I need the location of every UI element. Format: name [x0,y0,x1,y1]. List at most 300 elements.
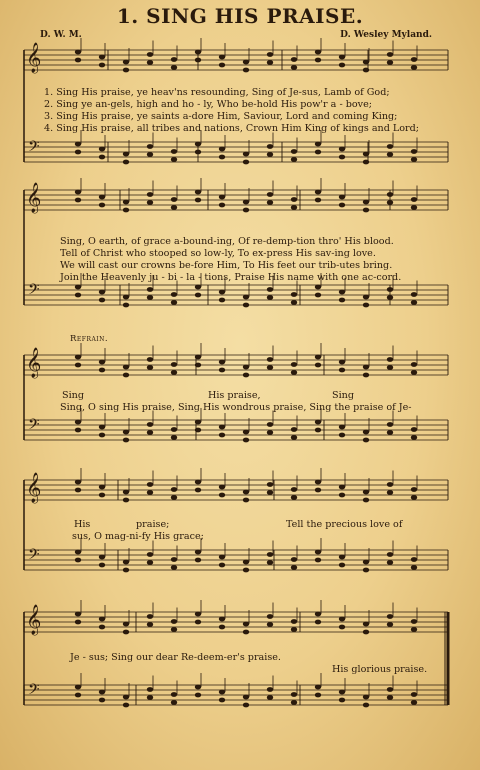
bass-2-note [387,430,393,435]
treble-2-note [171,370,177,375]
bass-4-note [315,693,321,698]
treble-3-note [75,480,81,485]
treble-2-note [147,357,153,362]
bass-0-note [75,142,81,147]
treble-4-note [219,625,225,630]
treble-4-note [195,612,201,617]
treble-2-note [243,373,249,378]
bass-2-note [147,430,153,435]
bass-0-note [315,150,321,155]
bass-3-note [363,560,369,565]
treble-0-note [387,52,393,57]
treble-1-note [291,205,297,210]
treble-clef-1: 𝄞 [26,183,42,213]
refrain-word-praise: praise; [136,519,170,530]
treble-3-note [243,498,249,503]
treble-3-note [315,480,321,485]
bass-3-note [219,555,225,560]
treble-2-note [219,360,225,365]
treble-0-note [123,68,129,73]
verse-3-line-1: 3. Sing His praise, ye saints a-dore Him, Saviour, Lord and coming King; [44,111,398,122]
bass-2-note [171,435,177,440]
bass-3-note [75,558,81,563]
treble-2-note [339,368,345,373]
bass-4-note [171,700,177,705]
bass-1-note [195,285,201,290]
bass-4-note [219,698,225,703]
bass-1-note [339,290,345,295]
bass-2-note [363,430,369,435]
bass-1-note [363,295,369,300]
treble-4-note [123,630,129,635]
treble-4-note [315,612,321,617]
bass-2-note [243,430,249,435]
treble-clef-4: 𝄞 [26,605,42,635]
bass-2-note [123,430,129,435]
treble-1-note [315,190,321,195]
treble-0-note [243,60,249,65]
treble-3-note [363,498,369,503]
treble-3-note [387,490,393,495]
treble-0-note [411,65,417,70]
bass-0-note [219,155,225,160]
refrain-row3-lower: His glorious praise. [332,664,428,675]
bass-4-note [363,695,369,700]
bass-0-note [219,147,225,152]
treble-4-note [147,622,153,627]
treble-0-note [315,58,321,63]
treble-4-note [123,622,129,627]
treble-3-note [411,487,417,492]
bass-3-note [171,565,177,570]
bass-2-note [291,427,297,432]
treble-0-note [219,63,225,68]
bass-1-note [123,303,129,308]
bass-1-note [363,303,369,308]
bass-1-note [99,298,105,303]
bass-1-note [147,295,153,300]
bass-3-note [363,568,369,573]
bass-4-note [267,687,273,692]
treble-0-note [387,60,393,65]
treble-4-note [267,614,273,619]
verse-2-line-1: 2. Sing ye an-gels, high and ho - ly, Who be-hold His pow'r a - bove; [44,99,372,110]
bass-3-note [99,555,105,560]
bass-0-note [387,144,393,149]
bass-4-note [123,703,129,708]
treble-1-note [99,195,105,200]
treble-3-note [411,495,417,500]
treble-2-note [123,365,129,370]
bass-1-note [243,295,249,300]
treble-0-note [411,57,417,62]
bass-3-note [99,563,105,568]
bass-2-note [75,420,81,425]
bass-3-note [147,552,153,557]
treble-4-note [171,627,177,632]
bass-4-note [291,692,297,697]
bass-0-note [147,152,153,157]
bass-1-note [243,303,249,308]
treble-2-note [315,363,321,368]
bass-1-note [339,298,345,303]
treble-0-note [75,58,81,63]
treble-2-note [123,373,129,378]
bass-2-note [171,427,177,432]
treble-1-note [147,192,153,197]
bass-4-note [75,693,81,698]
bass-0-note [147,144,153,149]
bass-0-note [411,149,417,154]
bass-1-note [123,295,129,300]
refrain-word-his-praise: His praise, [208,390,261,401]
treble-2-note [315,355,321,360]
treble-2-note [291,370,297,375]
treble-1-note [363,200,369,205]
treble-1-note [339,195,345,200]
bass-2-note [291,435,297,440]
bass-0-note [99,147,105,152]
treble-2-note [243,365,249,370]
bass-4-note [339,690,345,695]
bass-0-note [243,160,249,165]
bass-2-note [339,425,345,430]
bass-4-note [123,695,129,700]
bass-1-note [99,290,105,295]
treble-3-note [195,488,201,493]
bass-1-note [267,287,273,292]
treble-2-note [387,365,393,370]
hymn-title: 1. SING HIS PRAISE. [116,4,364,28]
treble-4-note [75,620,81,625]
bass-4-note [147,695,153,700]
bass-3-note [387,552,393,557]
treble-3-note [243,490,249,495]
bass-4-note [219,690,225,695]
bass-0-note [339,147,345,152]
treble-1-note [243,200,249,205]
treble-1-note [315,198,321,203]
treble-3-note [171,495,177,500]
treble-3-note [123,498,129,503]
bass-1-note [75,285,81,290]
treble-4-note [411,627,417,632]
treble-4-note [267,622,273,627]
treble-0-note [315,50,321,55]
refrain-row1-lower: Sing, O sing His praise, Sing His wondrous praise, Sing the praise of Je- [60,402,412,413]
bass-4-note [171,692,177,697]
bass-4-note [387,687,393,692]
treble-1-note [123,200,129,205]
treble-1-note [339,203,345,208]
music-credit: D. Wesley Myland. [340,30,432,40]
treble-4-note [99,625,105,630]
treble-1-note [411,197,417,202]
treble-3-note [315,488,321,493]
treble-1-note [267,200,273,205]
treble-0-note [243,68,249,73]
treble-3-note [387,482,393,487]
bass-3-note [267,552,273,557]
bass-1-note [315,293,321,298]
treble-3-note [99,493,105,498]
bass-2-note [339,433,345,438]
bass-3-note [291,557,297,562]
bass-3-note [123,568,129,573]
bass-1-note [291,292,297,297]
bass-clef-4: 𝄢 [28,681,40,702]
treble-4-note [147,614,153,619]
treble-1-note [171,205,177,210]
bass-1-note [75,293,81,298]
treble-2-note [291,362,297,367]
bass-4-note [291,700,297,705]
treble-0-note [171,65,177,70]
bass-3-note [147,560,153,565]
refrain-tell-precious-love: Tell the precious love of [286,519,403,530]
refrain-row2-lower: sus, O mag-ni-fy His grace; [72,531,204,542]
verse-1-line-2: Sing, O earth, of grace a-bound-ing, Of re-demp-tion thro' His blood. [60,236,394,247]
bass-clef-3: 𝄢 [28,546,40,567]
bass-4-note [243,703,249,708]
treble-3-note [267,490,273,495]
treble-2-note [363,365,369,370]
treble-0-note [99,63,105,68]
bass-2-note [243,438,249,443]
bass-0-note [387,152,393,157]
treble-3-note [147,482,153,487]
bass-0-note [171,149,177,154]
bass-clef-0: 𝄢 [28,138,40,159]
treble-4-note [291,627,297,632]
bass-4-note [99,690,105,695]
bass-3-note [195,558,201,563]
treble-1-note [99,203,105,208]
bass-3-note [411,565,417,570]
treble-0-note [147,60,153,65]
treble-1-note [195,190,201,195]
bass-4-note [387,695,393,700]
bass-4-note [411,692,417,697]
bass-1-note [195,293,201,298]
words-credit: D. W. M. [40,30,82,40]
treble-0-note [339,63,345,68]
treble-4-note [363,622,369,627]
treble-0-note [267,52,273,57]
bass-3-note [315,558,321,563]
treble-2-note [267,357,273,362]
bass-0-note [267,144,273,149]
treble-0-note [123,60,129,65]
bass-2-note [363,438,369,443]
bass-0-note [315,142,321,147]
treble-4-note [219,617,225,622]
bass-0-note [123,152,129,157]
treble-4-note [339,617,345,622]
bass-3-note [387,560,393,565]
treble-1-note [123,208,129,213]
bass-2-note [411,435,417,440]
bass-4-note [339,698,345,703]
bass-3-note [291,565,297,570]
treble-2-note [99,368,105,373]
bass-0-note [99,155,105,160]
bass-3-note [339,555,345,560]
bass-4-note [315,685,321,690]
treble-4-note [171,619,177,624]
treble-clef-0: 𝄞 [26,43,42,73]
bass-1-note [411,292,417,297]
bass-0-note [243,152,249,157]
treble-0-note [339,55,345,60]
treble-1-note [75,190,81,195]
bass-0-note [411,157,417,162]
treble-4-note [195,620,201,625]
treble-4-note [243,622,249,627]
treble-1-note [75,198,81,203]
verse-4-line-1: 4. Sing His praise, all tribes and nations, Crown Him King of kings and Lord; [44,123,420,134]
bass-3-note [315,550,321,555]
treble-2-note [339,360,345,365]
treble-0-note [147,52,153,57]
treble-0-note [75,50,81,55]
bass-4-note [195,693,201,698]
treble-4-note [387,622,393,627]
treble-4-note [387,614,393,619]
treble-2-note [411,362,417,367]
refrain-word-his: His [74,519,91,530]
bass-0-note [339,155,345,160]
treble-0-note [291,57,297,62]
treble-1-note [195,198,201,203]
bass-4-note [195,685,201,690]
bass-2-note [315,420,321,425]
treble-3-note [363,490,369,495]
verse-4-line-2: Join the Heavenly ju - bi - la - tions, Praise His name with one ac-cord. [60,272,402,283]
treble-4-note [243,630,249,635]
treble-4-note [75,612,81,617]
bass-3-note [195,550,201,555]
treble-2-note [171,362,177,367]
treble-3-note [291,495,297,500]
bass-2-note [99,425,105,430]
bass-4-note [411,700,417,705]
treble-2-note [267,365,273,370]
bass-4-note [99,698,105,703]
treble-clef-2: 𝄞 [26,348,42,378]
bass-3-note [411,557,417,562]
bass-1-note [171,300,177,305]
bass-3-note [123,560,129,565]
treble-3-note [147,490,153,495]
refrain-label: Refrain. [70,334,109,344]
verse-3-line-2: We will cast our crowns be-fore Him, To His feet our trib-utes bring. [60,260,393,271]
bass-2-note [267,430,273,435]
bass-2-note [123,438,129,443]
treble-2-note [387,357,393,362]
refrain-word-sing: Sing [62,390,84,401]
bass-0-note [123,160,129,165]
treble-2-note [99,360,105,365]
bass-3-note [243,560,249,565]
bass-0-note [291,149,297,154]
bass-4-note [147,687,153,692]
treble-4-note [339,625,345,630]
treble-3-note [123,490,129,495]
bass-0-note [267,152,273,157]
treble-4-note [291,619,297,624]
treble-1-note [171,197,177,202]
bass-clef-1: 𝄢 [28,281,40,302]
bass-0-note [75,150,81,155]
treble-1-note [219,195,225,200]
treble-clef-3: 𝄞 [26,473,42,503]
treble-0-note [219,55,225,60]
treble-3-note [75,488,81,493]
bass-4-note [363,703,369,708]
bass-0-note [291,157,297,162]
bass-1-note [315,285,321,290]
bass-4-note [243,695,249,700]
treble-3-note [267,482,273,487]
treble-1-note [147,200,153,205]
bass-2-note [387,422,393,427]
bass-1-note [291,300,297,305]
bass-3-note [339,563,345,568]
treble-1-note [243,208,249,213]
bass-1-note [219,298,225,303]
bass-4-note [75,685,81,690]
bass-3-note [171,557,177,562]
treble-2-note [147,365,153,370]
bass-2-note [219,433,225,438]
bass-3-note [267,560,273,565]
treble-3-note [219,493,225,498]
treble-4-note [315,620,321,625]
bass-3-note [75,550,81,555]
bass-1-note [147,287,153,292]
bass-4-note [267,695,273,700]
treble-0-note [291,65,297,70]
treble-0-note [171,57,177,62]
refrain-row3-upper: Je - sus; Sing our dear Re-deem-er's praise. [70,652,281,663]
treble-3-note [99,485,105,490]
treble-0-note [267,60,273,65]
treble-3-note [171,487,177,492]
treble-4-note [363,630,369,635]
bass-1-note [267,295,273,300]
bass-1-note [171,292,177,297]
treble-2-note [219,368,225,373]
treble-3-note [339,493,345,498]
bass-2-note [147,422,153,427]
bass-clef-2: 𝄢 [28,416,40,437]
bass-3-note [219,563,225,568]
treble-1-note [411,205,417,210]
treble-2-note [75,355,81,360]
treble-1-note [267,192,273,197]
treble-1-note [363,208,369,213]
verse-2-line-2: Tell of Christ who stooped so low-ly, To ex-press His sav-ing love. [60,248,376,259]
bass-2-note [99,433,105,438]
treble-4-note [99,617,105,622]
bass-3-note [243,568,249,573]
treble-3-note [291,487,297,492]
treble-0-note [99,55,105,60]
bass-2-note [75,428,81,433]
treble-1-note [291,197,297,202]
verse-1-line-1: 1. Sing His praise, ye heav'ns resounding, Sing of Je-sus, Lamb of God; [44,87,390,98]
